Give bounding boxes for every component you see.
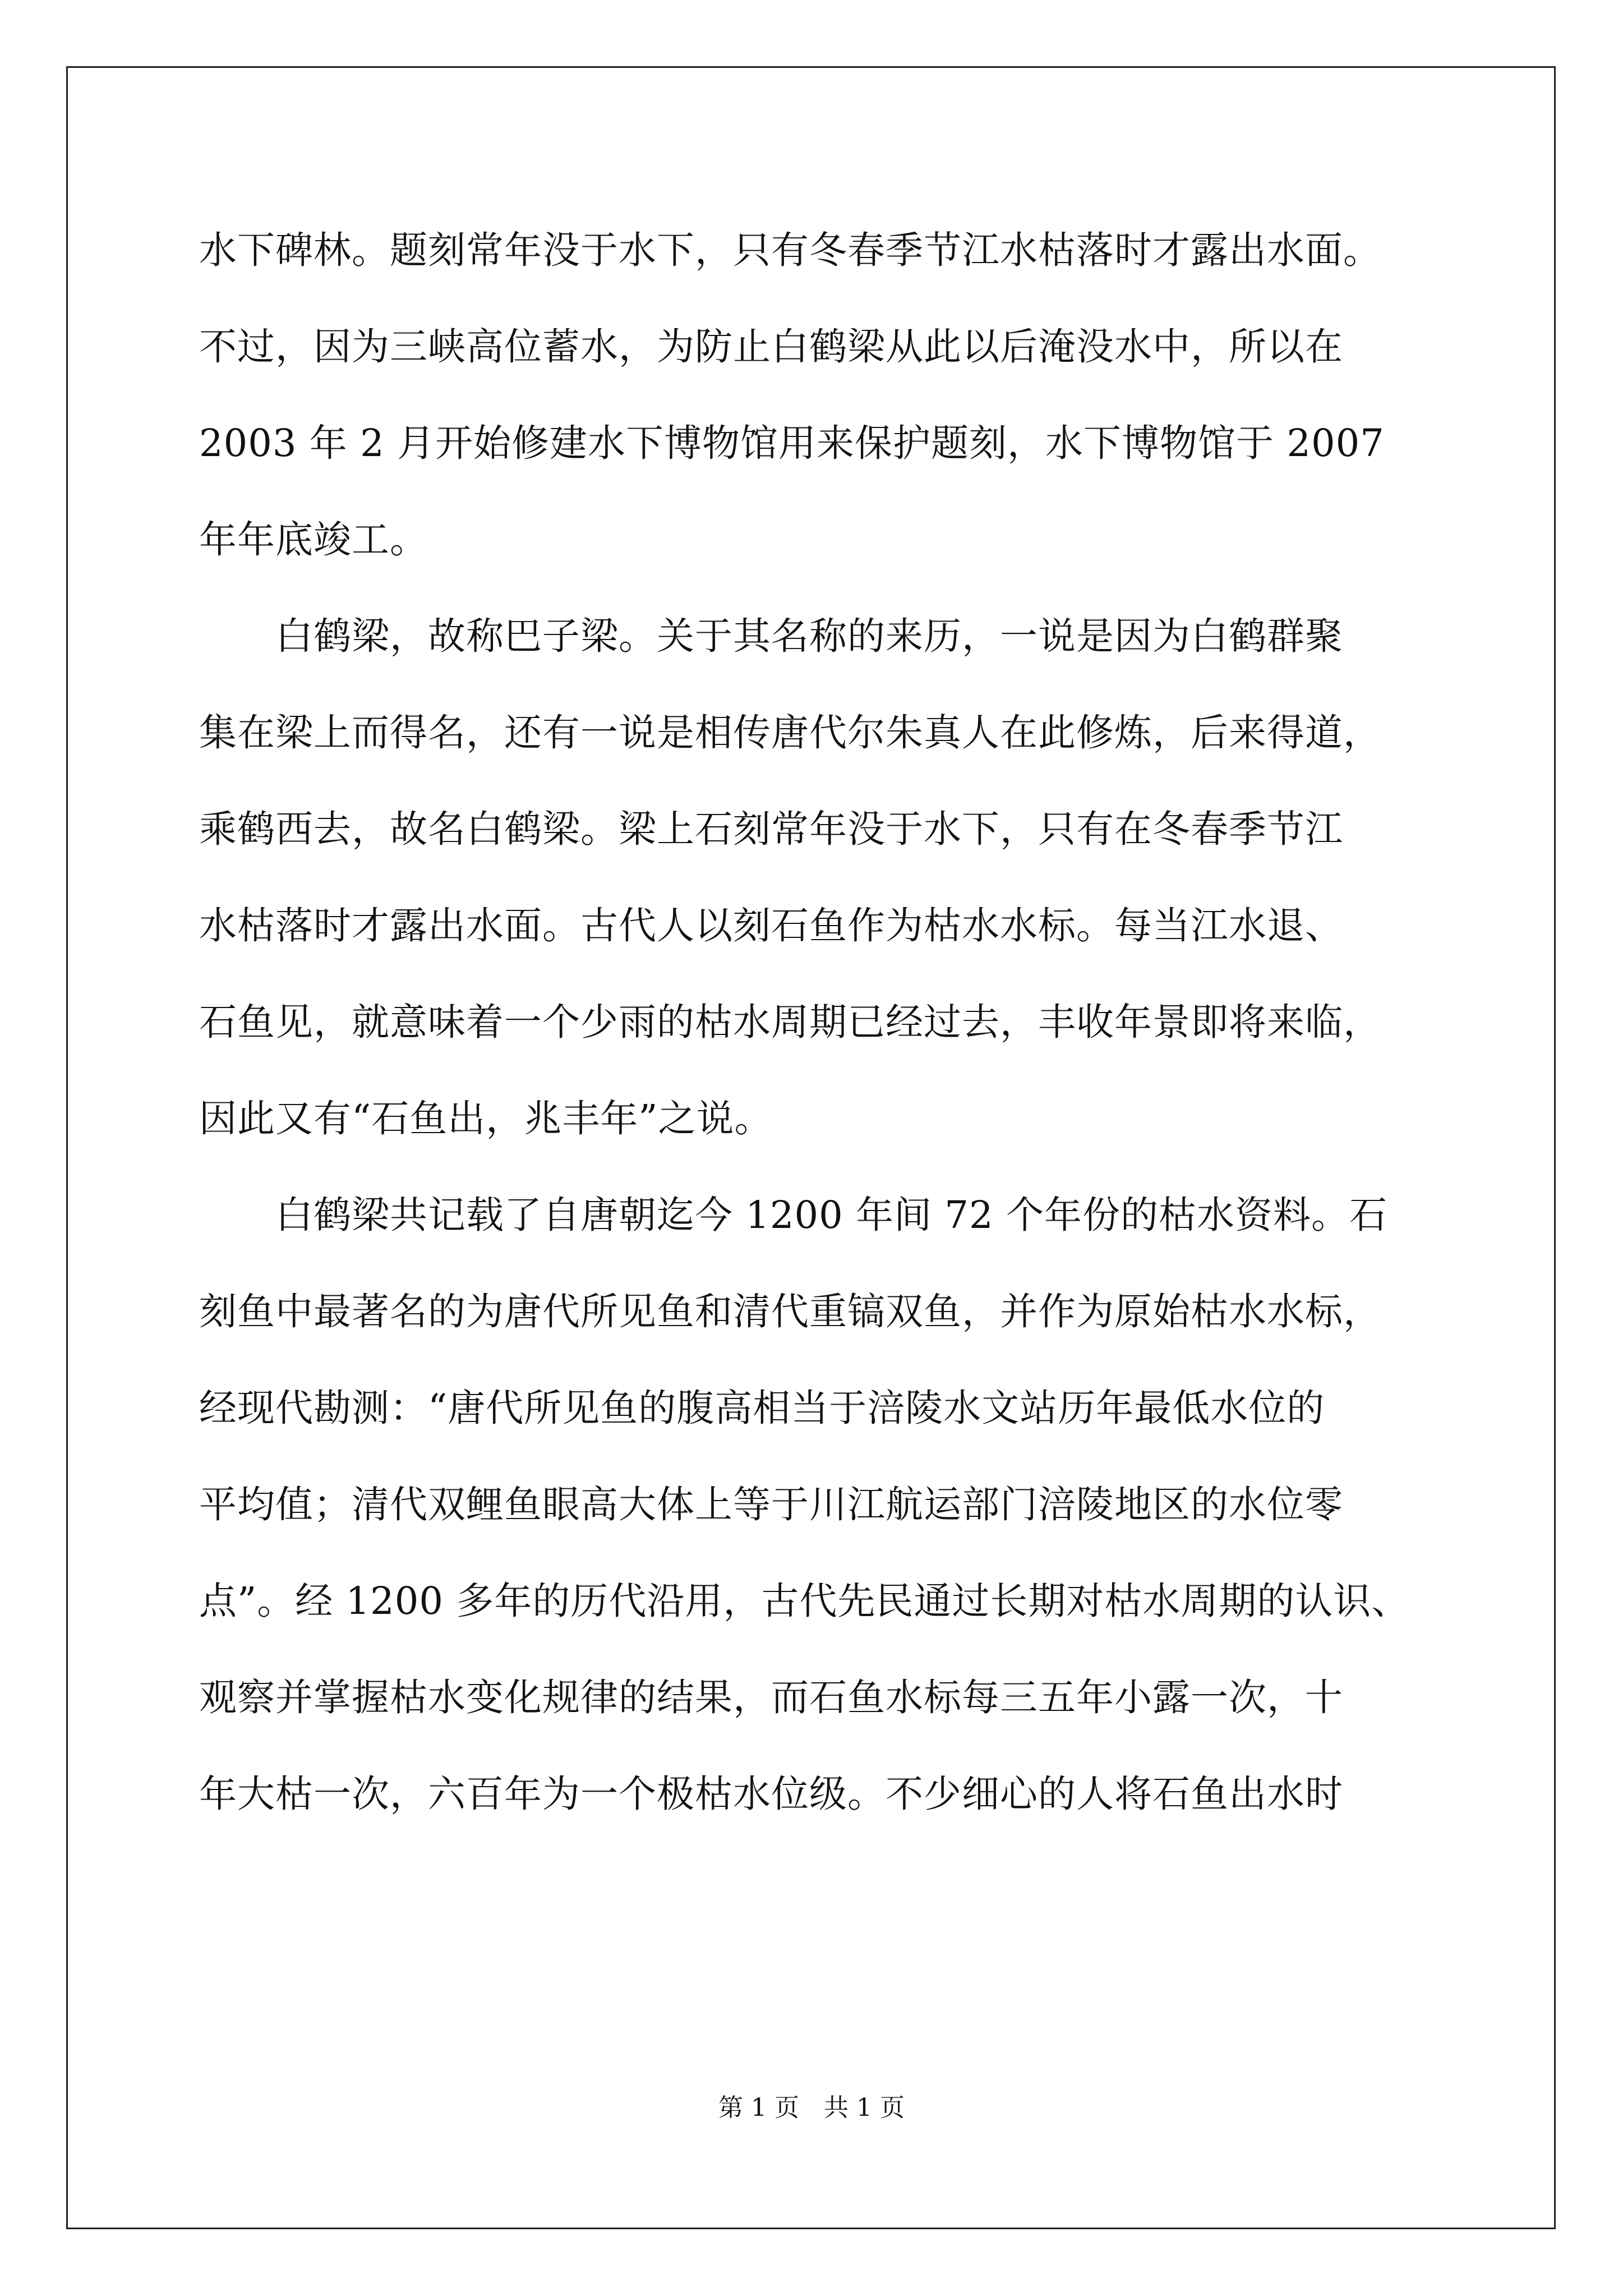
text-line: 2003 年 2 月开始修建水下博物馆用来保护题刻，水下博物馆于 2007 — [199, 421, 1385, 465]
paragraph-first-line: 白鹤梁，故称巴子梁。关于其名称的来历，一说是因为白鹤群聚 — [275, 614, 1343, 658]
text-line: 经现代勘测：“唐代所见鱼的腹高相当于涪陵水文站历年最低水位的 — [199, 1386, 1325, 1430]
text-line: 年大枯一次，六百年为一个极枯水位级。不少细心的人将石鱼出水时 — [199, 1772, 1343, 1816]
text-line: 刻鱼中最著名的为唐代所见鱼和清代重镐双鱼，并作为原始枯水水标， — [199, 1290, 1381, 1333]
text-line: 年年底竣工。 — [199, 518, 428, 562]
text-line: 水下碑林。题刻常年没于水下，只有冬春季节江水枯落时才露出水面。 — [199, 228, 1381, 272]
text-line: 不过，因为三峡高位蓄水，为防止白鹤梁从此以后淹没水中，所以在 — [199, 325, 1343, 369]
text-line: 石鱼见，就意味着一个少雨的枯水周期已经过去，丰收年景即将来临， — [199, 1000, 1381, 1044]
text-line: 乘鹤西去，故名白鹤梁。梁上石刻常年没于水下，只有在冬春季节江 — [199, 807, 1343, 851]
text-line: 水枯落时才露出水面。古代人以刻石鱼作为枯水水标。每当江水退、 — [199, 904, 1343, 947]
text-line: 平均值；清代双鲤鱼眼高大体上等于川江航运部门涪陵地区的水位零 — [199, 1483, 1343, 1526]
paragraph-first-line: 白鹤梁共记载了自唐朝迄今 1200 年间 72 个年份的枯水资料。石 — [275, 1193, 1387, 1237]
text-line: 观察并掌握枯水变化规律的结果，而石鱼水标每三五年小露一次，十 — [199, 1676, 1343, 1719]
page-number-footer: 第 1 页 共 1 页 — [718, 2093, 905, 2122]
text-line: 因此又有“石鱼出，兆丰年”之说。 — [199, 1097, 773, 1140]
text-line: 集在梁上而得名，还有一说是相传唐代尔朱真人在此修炼，后来得道， — [199, 711, 1381, 754]
text-line: 点”。经 1200 多年的历代沿用，古代先民通过长期对枯水周期的认识、 — [199, 1579, 1410, 1623]
document-body — [199, 202, 1424, 1842]
